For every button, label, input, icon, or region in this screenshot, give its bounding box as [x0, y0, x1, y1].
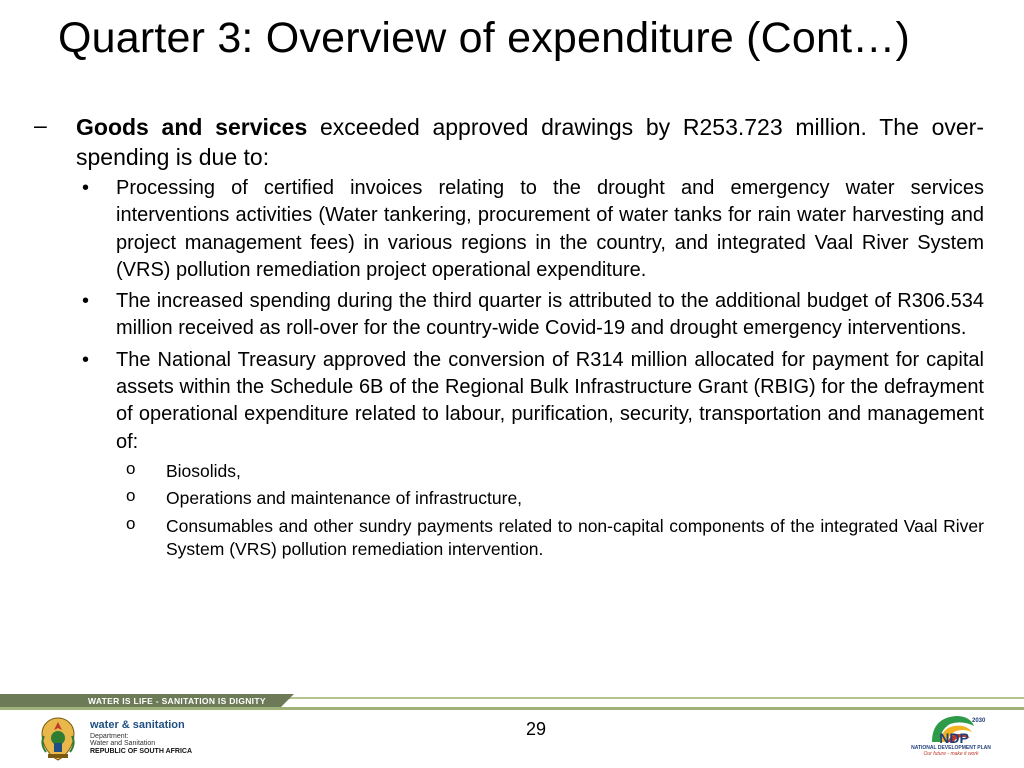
- ndp-name: NDP: [939, 730, 969, 746]
- ndp-caption: [910, 745, 992, 757]
- bullet-text: The increased spending during the third quarter is attributed to the additional budget of R306.534 million received as roll-over for the country-wide Covid-19 and drought emergency interventions.: [116, 290, 984, 340]
- department-brand-name: water & sanitation: [90, 719, 185, 731]
- circle-marker: o: [126, 486, 136, 506]
- department-logo: [36, 716, 216, 764]
- bullet-list: [30, 175, 984, 562]
- dash-marker: –: [34, 112, 47, 138]
- slide-title: Quarter 3: Overview of expenditure (Cont…): [58, 14, 911, 62]
- sub-bullet-item: [30, 460, 984, 484]
- main-point: [30, 112, 984, 172]
- footer-line: [0, 707, 1024, 710]
- bullet-item: [30, 175, 984, 284]
- circle-marker: o: [126, 513, 136, 533]
- sub-bullet-item: [30, 515, 984, 562]
- sub-bullet-item: [30, 487, 984, 511]
- sub-bullet-text: Biosolids,: [166, 460, 241, 481]
- bullet-item: [30, 347, 984, 456]
- footer-slogan: WATER IS LIFE - SANITATION IS DIGNITY: [88, 696, 266, 706]
- department-line: Water and Sanitation: [90, 740, 156, 747]
- slide-content: [30, 112, 984, 566]
- bullet-marker: •: [82, 348, 90, 371]
- page-number: 29: [526, 719, 547, 739]
- sub-bullet-list: [30, 460, 984, 562]
- bullet-text: The National Treasury approved the conversion of R314 million allocated for payment for capital assets within the Schedule 6B of the Regional Bulk Infrastructure Grant (RBIG) for the defrayment of operational expenditure related to labour, purification, security, transportation and management of:: [116, 348, 984, 453]
- department-country: REPUBLIC OF SOUTH AFRICA: [90, 747, 193, 755]
- ndp-year: 2030: [972, 718, 986, 724]
- department-text: [90, 719, 193, 755]
- main-point-lead: Goods and services: [76, 114, 308, 140]
- bullet-text: Processing of certified invoices relating to the drought and emergency water services interventions activities (Water tankering, procurement of water tanks for rain water harvesting and project management fees) in various regions in the country, and integrated Vaal River System (VRS) pollution remediation project operational expenditure.: [116, 177, 984, 281]
- main-point-text: exceeded approved drawings by R253.723 million. The over-spending is due to:: [76, 114, 984, 170]
- ndp-logo: [910, 712, 992, 766]
- bullet-item: [30, 288, 984, 343]
- ndp-emblem-icon: [910, 712, 992, 746]
- department-line: Department:: [90, 732, 129, 740]
- bullet-marker: •: [82, 290, 90, 313]
- sub-bullet-text: Operations and maintenance of infrastructure,: [166, 488, 523, 509]
- circle-marker: o: [126, 458, 136, 478]
- sub-bullet-text: Consumables and other sundry payments related to non-capital components of the integrated Vaal River System (VRS) pollution remediation intervention.: [166, 515, 984, 560]
- coat-of-arms-icon: [36, 716, 80, 762]
- bullet-marker: •: [82, 177, 90, 199]
- ndp-tagline: Our future - make it work: [923, 751, 979, 757]
- ndp-caption-text: NATIONAL DEVELOPMENT PLAN: [911, 745, 991, 751]
